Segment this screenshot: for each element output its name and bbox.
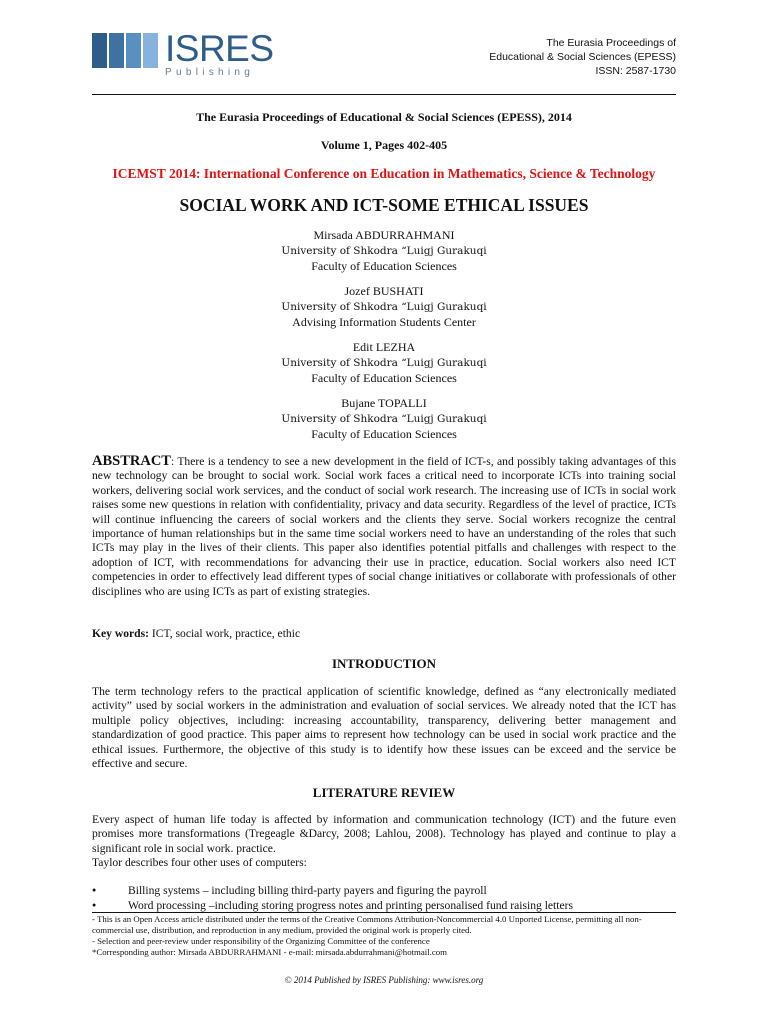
header-divider	[92, 94, 676, 95]
journal-name-line2: Educational & Social Sciences (EPESS)	[489, 51, 676, 63]
author-affiliation: University of Shkodra “Luigj Gurakuqi	[281, 356, 487, 369]
keywords	[92, 627, 676, 640]
author-block	[0, 396, 768, 443]
volume-line: Volume 1, Pages 402-405	[320, 138, 448, 152]
uses-list	[92, 883, 676, 913]
author-name: Bujane TOPALLI	[341, 396, 427, 410]
page-footer: © 2014 Published by ISRES Publishing: www.isres.org	[284, 975, 484, 985]
corresponding-author-note: *Corresponding author: Mirsada ABDURRAHMANI - e-mail: mirsada.abdurrahmani@hotmail.com	[92, 947, 448, 957]
introduction-paragraph: The term technology refers to the practical application of scientific knowledge, defined as “any electronically mediated activity” used by social workers in the administration and evaluation of social services. We already noted that the ICT has multiple policy objectives, including: increasing accountability, transparency, delivering better management and standardization of good practice. This paper aims to represent how technology can be used in social work practice and the ethical issues. Furthermore, the objective of this study is to identify how these issues can be exceed and the service be effective and secure.	[92, 685, 676, 771]
license-note: - This is an Open Access article distributed under the terms of the Creative Commons Attribution-Noncommercial 4.0 Unported License, permitting all non-commercial use, distribution, and reproduction in any medium, provided the original work is properly cited.	[92, 914, 642, 935]
footnote-divider	[92, 912, 676, 913]
footnotes	[92, 914, 676, 958]
author-department: Faculty of Education Sciences	[311, 371, 457, 385]
list-item: ● Word processing –including storing progress notes and printing personalised fund raising letters	[92, 898, 676, 913]
logo-subtext: Publishing	[165, 67, 255, 78]
author-name: Jozef BUSHATI	[344, 284, 424, 298]
keywords-text: ICT, social work, practice, ethic	[149, 627, 301, 640]
literature-heading: LITERATURE REVIEW	[312, 785, 456, 800]
list-item: ● Billing systems – including billing third-party payers and figuring the payroll	[92, 883, 676, 898]
journal-info	[489, 36, 676, 78]
abstract-label: ABSTRACT	[92, 453, 171, 469]
keywords-label: Key words:	[92, 627, 149, 640]
author-block	[0, 228, 768, 275]
author-block	[0, 284, 768, 331]
author-name: Edit LEZHA	[352, 340, 416, 354]
author-affiliation: University of Shkodra “Luigj Gurakuqi	[281, 244, 487, 257]
conference-line: ICEMST 2014: International Conference on Education in Mathematics, Science & Technology	[112, 166, 656, 181]
abstract	[92, 454, 676, 599]
review-note: - Selection and peer-review under responsibility of the Organizing Committee of the conference	[92, 936, 430, 946]
author-affiliation: University of Shkodra “Luigj Gurakuqi	[281, 300, 487, 313]
page-header	[0, 0, 768, 96]
isres-logo	[92, 28, 274, 78]
literature-paragraph: Every aspect of human life today is affected by information and communication technology (ICT) and the future even promises more transformations (Tregeagle &Darcy, 2008; Lahlou, 2008). Technology has played and continue to play a significant role in social work. practice.	[92, 813, 676, 855]
journal-line: The Eurasia Proceedings of Educational & Social Sciences (EPESS), 2014	[196, 110, 572, 124]
logo-blocks-icon	[92, 33, 158, 68]
abstract-text: : There is a tendency to see a new development in the field of ICT-s, and possibly taking advantages of this new technology can be brought to social work. Social work faces a critical need to incorporate ICTs into training social workers, delivering social work services, and the conduct of social work research. The increasing use of ICTs in social work raises some new questions in relation with confidentiality, privacy and data security. Regardless of the level of practice, ICTs will continue influencing the careers of social workers and the clients they serve. Social workers recognize the central importance of human relationships but in the same time social workers need to have an understanding of the roles that such ICTs may play in the lives of their clients. This paper also identifies potential pitfalls and challenges with respect to the adoption of ICT, with recommendations for advancing their use in practice, education. Social workers also need ICT competencies in order to effectively lead different types of social change initiatives or collaborate with professionals of other disciplines who are using ICTs as part of existing strategies.	[92, 455, 676, 598]
journal-name-line1: The Eurasia Proceedings of	[546, 37, 676, 49]
author-department: Advising Information Students Center	[292, 315, 476, 329]
issn: ISSN: 2587-1730	[595, 65, 676, 77]
literature-paragraph-2: Taylor describes four other uses of computers:	[92, 856, 307, 869]
author-department: Faculty of Education Sciences	[311, 259, 457, 273]
author-department: Faculty of Education Sciences	[311, 427, 457, 441]
introduction-heading: INTRODUCTION	[331, 656, 436, 671]
logo-text: ISRES	[165, 28, 274, 69]
author-affiliation: University of Shkodra “Luigj Gurakuqi	[281, 412, 487, 425]
author-block	[0, 340, 768, 387]
author-name: Mirsada ABDURRAHMANI	[313, 228, 455, 242]
paper-title: SOCIAL WORK AND ICT-SOME ETHICAL ISSUES	[179, 195, 589, 215]
